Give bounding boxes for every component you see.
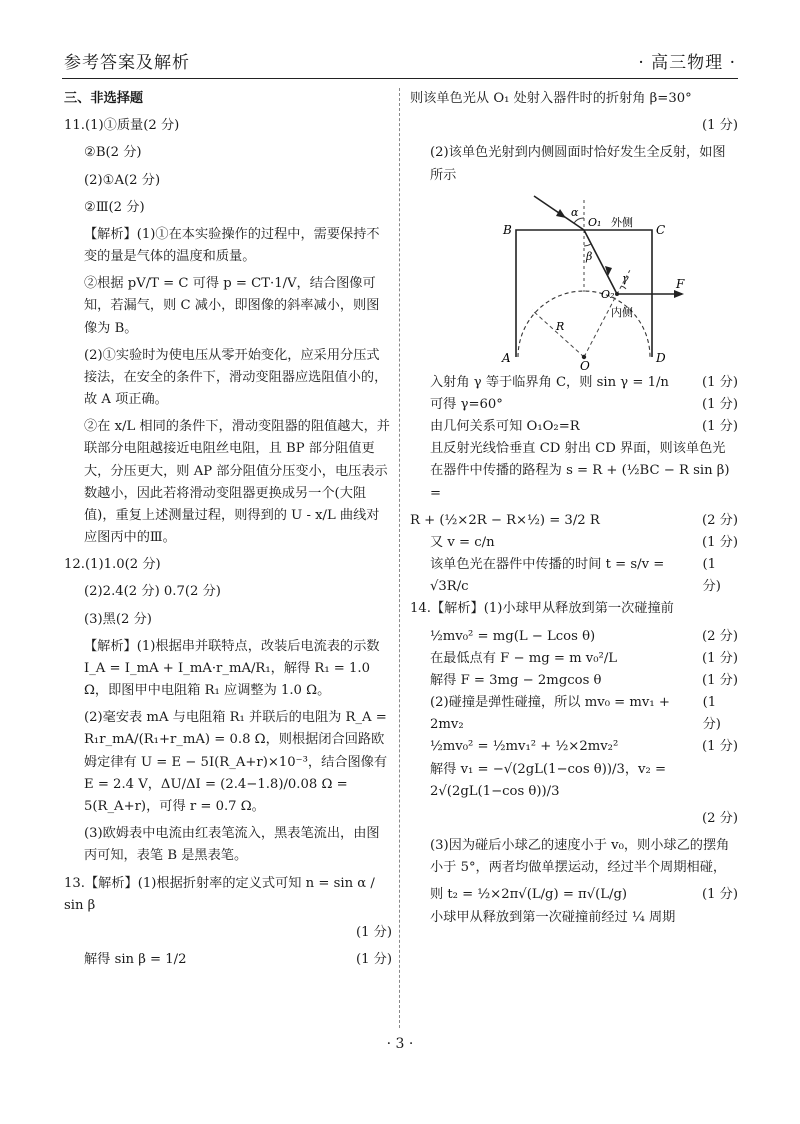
label-F: F bbox=[676, 276, 685, 291]
label-O: O bbox=[580, 358, 590, 370]
q14-t2: 则 t₂ = ½×2π√(L/g) = π√(L/g) bbox=[430, 887, 628, 903]
header-right: · 高三物理 · bbox=[638, 53, 736, 73]
label-R: R bbox=[556, 319, 565, 333]
r-line-path-result bbox=[410, 510, 738, 532]
q14-score-1: (2 分) bbox=[701, 628, 738, 644]
q14-line-2 bbox=[410, 648, 738, 670]
r-line-2: (2)该单色光射到内侧圆面时恰好发生全反射，如图所示 bbox=[430, 145, 726, 183]
label-alpha: α bbox=[571, 205, 579, 219]
q12-explain-3: (3)欧姆表中电流由红表笔流入，黑表笔流出，由图丙可知，表笔 B 是黑表笔。 bbox=[84, 826, 380, 864]
beta-arc bbox=[584, 244, 591, 246]
q14-intro: 14.【解析】(1)小球甲从释放到第一次碰撞前 bbox=[410, 601, 674, 617]
q13-line-2 bbox=[64, 949, 392, 971]
q11-answer-3: (2)①A(2 分) bbox=[84, 172, 161, 188]
q13-score-2: (1 分) bbox=[355, 952, 392, 968]
label-C: C bbox=[656, 222, 666, 237]
header-left: 参考答案及解析 bbox=[64, 53, 190, 73]
q14-line-1 bbox=[410, 626, 738, 648]
r-o1o2-score: (1 分) bbox=[701, 419, 738, 435]
gamma-arc bbox=[621, 286, 626, 289]
q14-eq-1: ½mv₀² = mg(L − Lcos θ) bbox=[430, 628, 596, 644]
r-path-result: R + (½×2R − R×½) = 3/2 R bbox=[410, 512, 600, 528]
label-beta: β bbox=[586, 249, 593, 263]
q14-eq-4: (2)碰撞是弹性碰撞，所以 mv₀ = mv₁ + 2mv₂ bbox=[430, 695, 670, 733]
r-line-o1o2 bbox=[410, 416, 738, 438]
label-gamma: γ bbox=[622, 271, 629, 285]
r-t-score: (1 分) bbox=[702, 557, 721, 595]
radius-o-o2 bbox=[584, 294, 617, 357]
q14-solution-score: (2 分) bbox=[701, 810, 738, 826]
q14-last: 小球甲从释放到第一次碰撞前经过 ¼ 周期 bbox=[430, 909, 676, 925]
label-inner: 内侧 bbox=[611, 305, 633, 319]
r-line-t bbox=[410, 554, 738, 598]
q14-score-3: (1 分) bbox=[701, 672, 738, 688]
header-rule bbox=[62, 78, 738, 79]
r-line-gamma bbox=[410, 372, 738, 394]
r-line-path: 且反射光线恰垂直 CD 射出 CD 界面，则该单色光在器件中传播的路程为 s = R + (½BC − R sin β) = bbox=[430, 441, 730, 501]
r-path-score: (2 分) bbox=[701, 512, 738, 528]
q12-explain-2: (2)毫安表 mA 与电阻箱 R₁ 并联后的电阻为 R_A = R₁r_mA/(R₁+r_mA) = 0.8 Ω，则根据闭合回路欧姆定律有 U = E − 5I(R_A+r)×10⁻³，结合图像有 E = 2.4 V，ΔU/ΔI = (2.4−1.8)/0.08 Ω = 5(R_A+r)，可得 r = 0.7 Ω。 bbox=[84, 710, 388, 814]
right-column bbox=[410, 88, 738, 934]
label-O1: O₁ bbox=[588, 215, 602, 229]
q11-explain-4: ②在 x/L 相同的条件下，滑动变阻器的阻值越大，并联部分电阻越接近电阻丝电阻，且 BP 部分阻值更大，分压更大，则 AP 部分阻值分压变小，电压表示数越小，因此若将滑动变阻器更换成另一个(大阻值)，重复上述测量过程，则得到的 U - x/L 曲线对应图丙中的Ⅲ。 bbox=[84, 419, 390, 546]
r-line-1: 则该单色光从 O₁ 处射入器件时的折射角 β=30° bbox=[410, 91, 692, 106]
q14-eq-2: 在最低点有 F − mg = m v₀²/L bbox=[430, 650, 618, 666]
label-O2: O₂ bbox=[601, 287, 615, 301]
r-v-text: 又 v = c/n bbox=[430, 534, 495, 550]
q14-line-3 bbox=[410, 670, 738, 692]
column-divider bbox=[399, 88, 400, 1028]
label-B: B bbox=[503, 222, 512, 237]
r-60-text: 可得 γ=60° bbox=[430, 396, 503, 412]
r-o1o2-text: 由几何关系可知 O₁O₂=R bbox=[430, 419, 580, 435]
q13-score-1: (1 分) bbox=[355, 924, 392, 940]
optics-figure bbox=[414, 192, 734, 370]
r-gamma-text: 入射角 γ 等于临界角 C，则 sin γ = 1/n bbox=[430, 374, 669, 390]
r-t-text: 该单色光在器件中传播的时间 t = s/v = √3R/c bbox=[430, 557, 665, 595]
q12-answer-2: (2)2.4(2 分) 0.7(2 分) bbox=[84, 584, 221, 600]
r-v-score: (1 分) bbox=[701, 534, 738, 550]
q12-explain-1: 【解析】(1)根据串并联特点，改装后电流表的示数 I_A = I_mA + I_mA·r_mA/R₁，解得 R₁ = 1.0 Ω，即图甲中电阻箱 R₁ 应调整为 1.0 Ω。 bbox=[84, 638, 380, 699]
q11-answer-1: 11.(1)①质量(2 分) bbox=[64, 118, 180, 134]
q14-eq-3: 解得 F = 3mg − 2mgcos θ bbox=[430, 672, 602, 688]
q12-answer-1: 12.(1)1.0(2 分) bbox=[64, 557, 161, 573]
label-D: D bbox=[656, 350, 666, 365]
r-line-60 bbox=[410, 394, 738, 416]
r-60-score: (1 分) bbox=[701, 396, 738, 412]
q11-answer-2: ②B(2 分) bbox=[84, 145, 142, 161]
incident-arrow bbox=[556, 209, 566, 218]
q11-answer-4: ②Ⅲ(2 分) bbox=[84, 199, 145, 215]
inner-arc bbox=[518, 291, 650, 357]
q14-part3: (3)因为碰后小球乙的速度小于 v₀，则小球乙的摆角小于 5°，两者均做单摆运动，经过半个周期相碰， bbox=[430, 838, 730, 876]
q14-score-4: (1 分) bbox=[702, 695, 721, 733]
q14-score-5: (1 分) bbox=[701, 739, 738, 755]
q11-explain-1: 【解析】(1)①在本实验操作的过程中，需要保持不变的量是气体的温度和质量。 bbox=[84, 226, 380, 265]
q13-explain-1: 13.【解析】(1)根据折射率的定义式可知 n = sin α / sin β bbox=[64, 875, 375, 913]
label-A: A bbox=[502, 350, 511, 365]
q14-eq-5: ½mv₀² = ½mv₁² + ½×2mv₂² bbox=[430, 739, 619, 755]
q14-t2-score: (1 分) bbox=[701, 887, 738, 903]
q11-explain-3: (2)①实验时为使电压从零开始变化，应采用分压式接法，在安全的条件下，滑动变阻器应选阻值小的，故 A 项正确。 bbox=[84, 347, 388, 408]
q13-explain-2: 解得 sin β = 1/2 bbox=[84, 952, 187, 968]
r-gamma-score: (1 分) bbox=[701, 374, 738, 390]
q14-solution: 解得 v₁ = −√(2gL(1−cos θ))/3，v₂ = 2√(2gL(1−cos θ))/3 bbox=[430, 761, 667, 799]
q11-explain-2: ②根据 pV/T = C 可得 p = CT·1/V，结合图像可知，若漏气，则 C 减小，即图像的斜率减小，则图像为 B。 bbox=[84, 276, 380, 336]
radius-o-r bbox=[532, 310, 584, 357]
q14-line-4 bbox=[410, 692, 738, 736]
left-column bbox=[64, 88, 392, 971]
q14-line-5 bbox=[410, 736, 738, 758]
page-number: · 3 · bbox=[386, 1036, 414, 1052]
q14-score-2: (1 分) bbox=[701, 650, 738, 666]
reflected-arrow bbox=[674, 290, 684, 298]
q14-line-t2 bbox=[410, 884, 738, 906]
point-o2 bbox=[615, 292, 619, 296]
q12-answer-3: (3)黑(2 分) bbox=[84, 611, 152, 627]
r-score-1: (1 分) bbox=[701, 118, 738, 134]
r-line-v bbox=[410, 532, 738, 554]
section-title: 三、非选择题 bbox=[64, 91, 144, 106]
label-outer: 外侧 bbox=[611, 215, 633, 229]
